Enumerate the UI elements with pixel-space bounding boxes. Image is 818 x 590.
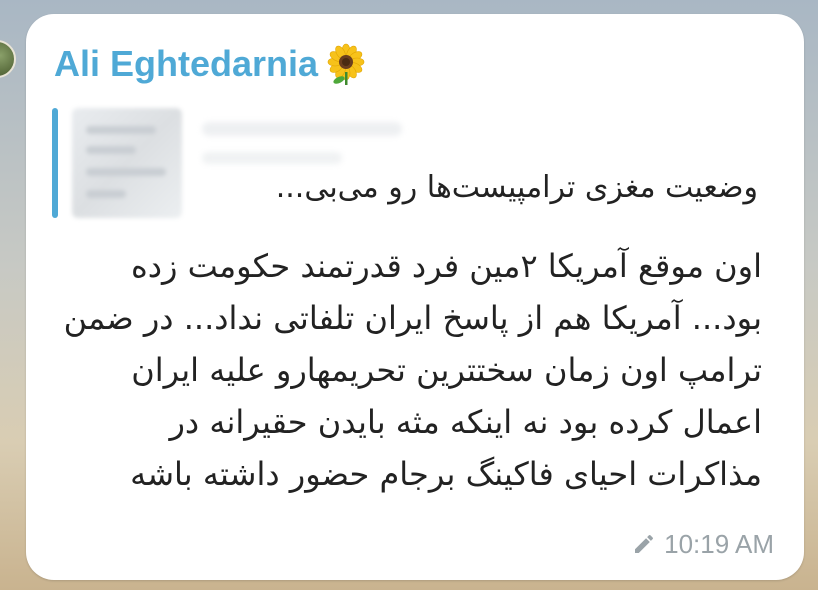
avatar[interactable] [0,40,16,78]
sunflower-icon [324,42,368,86]
message-line: ترامپ اون زمان سختترین تحریمهارو علیه ایران [131,351,762,389]
reply-preview[interactable] [52,108,772,218]
sender-name[interactable] [54,40,368,88]
message-bubble[interactable] [26,14,804,580]
message-meta [632,527,774,561]
reply-author-blurred [202,122,402,136]
message-line: مذاکرات احیای فاکینگ برجام حضور داشته باشه [130,455,762,493]
message-line: اعمال کرده بود نه اینکه مثه بایدن حقیرانه در [169,403,762,441]
reply-bar [52,108,58,218]
message-line: بود... آمریکا هم از پاسخ ایران تلفاتی نداد... در ضمن [63,299,762,337]
reply-thumbnail [72,108,182,218]
message-line: اون موقع آمریکا ۲مین فرد قدرتمند حکومت زده [130,247,762,285]
reply-quoted-text: وضعیت مغزی ترامپیست‌ها رو می‌بی... [275,170,758,205]
message-time: 10:19 AM [664,528,774,559]
pencil-icon [632,532,656,556]
reply-line-blurred [202,152,342,164]
message-text [63,240,762,500]
sender-name-label: Ali Eghtedarnia [54,43,319,84]
